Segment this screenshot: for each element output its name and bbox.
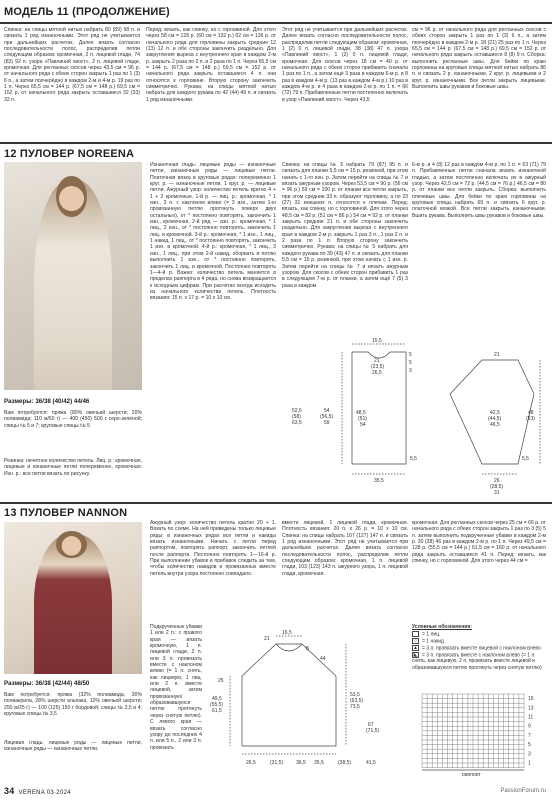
divider (0, 502, 552, 504)
dim-label: 53,5 (350, 692, 360, 698)
section-12-col-2: Изнаночная гладь: лицевые ряды — изнаночные петли, изнаночные ряды — лицевые петли. Платочная вязка в круговых рядах: попеременно 1 круг. р. — изнаночные петли, 1 круг. р. — лицевые петли. Ажурный узор: количество петель кратно 4 + 1 + 2 кромочные. 1-й р. — лиц. р.: кромочная, * 1 изн., 3 п. с наклоном влево (= 3 изн., затем 1-ю провязанную петлю протянуть поверх двух остальных), от * постоянно повторять, закончить 1 изн., кромочная. 2-й ряд — изн. р.: кромочная, * 1 лиц., 2 изн., от * постоянно повторять, закончить 1 лиц. и кромочной. 3-й р.: кромочная, * 1 изн., 1 лиц., 1 накид, 1 лиц., от * постоянно повторять, закончить 1 изн. и кромочной. 4-й р.: кромочная, * 1 лиц., 3 изн., 1 лиц., при этом 2-й накид, оборвать и петлю выполнить 1 изн., от * постоянно повторять, закончить 1 лиц. и кромочной. Постоянно повторять 1—4-й р. Важно: количество петель меняется в пределах раппорта в 4 ряда, но снова возвращается к исходным цифрам. При расчетах всегда исходить из начального количества петель. Плотность вязания: 15 п. x 17 р. = 10 x 10 см. (150, 162, 276, 302)
dim-label: 35,5 (374, 478, 384, 484)
dim-label: 48 (528, 410, 534, 416)
section-12-title: 12 ПУЛОВЕР NOREENA (4, 148, 135, 160)
section-13-col-4: кромочная. Для регланных скосов через 25 см = 66 р. от начального ряда с обеих сторон закрыть 1 раз по 3 (5) 5 п. затем выполнить подкрученные убавки в каждом 2-м р. 30 (38) 46 раз в каждом 2-м р. по 1 п. Через 49,5 см = 128 р. (55,5 см = 144 р.) 61,5 см = 160 р. от начального ряда закрыть оставшиеся 41 п. Перед: вязать, как спинку, но с горловиной. Для этого через 44 см = (412, 520, 546, 565)
dim-label: 31 (494, 490, 500, 496)
size-line: Размеры: 36/38 (42/44) 48/50 (4, 680, 90, 687)
dim-label: 26,5 (372, 370, 382, 376)
model-head (56, 176, 86, 217)
legend-title: Условные обозначения: (412, 624, 472, 630)
dim-label: 52,5 (292, 408, 302, 414)
dim-label: 59 (324, 420, 330, 426)
dim-label: 26 (494, 478, 500, 484)
knit-symbol (412, 631, 419, 637)
neckline (276, 644, 302, 651)
section-13-title: 13 ПУЛОВЕР NANNON (4, 507, 128, 519)
dim-label: (55,5) (210, 702, 224, 708)
chart-row-number: 13 (528, 705, 534, 712)
page-footer (4, 786, 71, 796)
dim-label: 21 (494, 352, 500, 358)
dim-label: (38,5) (338, 760, 352, 766)
schematic-nannon (206, 626, 392, 776)
section-11-col-3: Этот ряд не учитывается при дальнейших расчетах. Далее вязать согласно последовательности полос, распределив петли следующим образом: кромочная, 1 (2) 0 п. лицевой глади, 38 (38) 47 п. узора «Павлиний хвост», 1 (2) 0 п. лицевой глади, кромочная. Для скосов через 18 см = 40 р. от начального ряда с обеих сторон прибавить сначала 1 раз по 1 п., а затем ещё 3 раза в каждом 6-м р. и 8 раз в каждом 4-м р. (13 раз в каждом 4-м р.) 10 раз в каждом 4-м р. и 4 раза в каждом 2-м р. по 1 п. = 66 (72) 79 п. Прибавленные петли постепенно включать в узор «Павлиний хвост». Через 43,5 (282, 27, 408, 103)
dim-label: (56,5) (320, 414, 334, 420)
chart-row-number: 11 (528, 714, 534, 721)
materials-text: Вам потребуется: пряжа (32% полиамида, 30% полиакрила, 28% шерсти альпака, 10% овечьей шерсти; 250 м/25 г) — 100 (125) 150 г бордовой; спицы № 3,5 и 4; круговые спицы № 3,5 (4, 692, 142, 718)
legend (412, 624, 548, 671)
divider (0, 22, 552, 24)
dim-label: (58) (292, 414, 301, 420)
section-11-col-4: см = 96 р. от начального ряда для регланных скосов с обеих сторон закрыть 1 раз по 1 (3) 6 п., а затем поочерёдно в каждом 2-м р. 18 (21) 25 раз по 1 п. Через 65,5 см = 144 р. (67,5 см = 148 р.) 69,5 см = 152 р. от начального ряда закрыть оставшиеся 8 (8) 9 п. Сборка: выполнить регланные швы. Для бейки по краю горловины на круговые спицы мятной нитью набрать 86 п. и связать 2 р. изнаночными, 2 круг. р. лицевыми и 2 круг. р. изнаночными. Все петли закрыть лицевыми. Выполнить швы рукавов и боковые швы. (412, 27, 546, 91)
watermark: PassionForum.ru (500, 788, 546, 794)
section-13-col-3: вместе лицевой, 1 лицевой глади, кромочная. Плотность вязания: 20 п. x 26 р. = 10 x 10 см. Спинка: на спицы набрать 107 (127) 147 п. и связать 1 ряд изнаночными. Этот ряд не учитывается при дальнейших расчетах. Далее вязать согласно последовательности полос, распределив петли следующим образом: кромочная, 1 п. лицевой глади, 103 (123) 143 п. ажурного узора, 1 п. лицевой глади, кромочная. (282, 520, 408, 577)
dim-label: 73,5 (350, 704, 360, 710)
dim-label: (44,5) (488, 416, 502, 422)
chart-row-number: 5 (528, 742, 531, 749)
dim-label: 5,5 (410, 456, 417, 462)
dim-label: 41,5 (366, 760, 376, 766)
section-11-title: МОДЕЛЬ 11 (ПРОДОЛЖЕНИЕ) (4, 6, 170, 18)
dim-label: 21 (374, 358, 380, 364)
dim-label: (23,5) (371, 364, 385, 370)
page-number: 34 (4, 786, 15, 796)
dim-label: (28,5) (490, 484, 504, 490)
model-photo-nannon (4, 522, 142, 674)
chart-row-number: 15 (528, 696, 534, 703)
dim-label: 5,5 (522, 456, 529, 462)
dim-label: 61,5 (212, 708, 222, 714)
dim-label: (71,5) (366, 728, 380, 734)
dim-label: 49,5 (212, 696, 222, 702)
dim-label: 15,5 (372, 338, 382, 344)
section-13-twist: Подкрученные убавки 1 или 2 п.: с правого края — вязать кромочную, 1 п. лицевой глади, 2 п. или 3 п. провязать вместе с наклоном влево (= 1 п. снять, как лицевую, 1 лиц. или 2 п. вместе лицевой, затем провязанную/образовавшуюся петлю протянуть через снятую петлю). С левого края — вязать согласно узору до последних 4 п. или 5 п., 2 или 3 п. провязать (150, 624, 202, 751)
dim-label: 21 (264, 636, 270, 642)
chart-row-number: 3 (528, 751, 531, 758)
dim-label: 54 (324, 408, 330, 414)
section-11-col-1: Спинка: на спицы мятной нитью набрать 80 (89) 98 п. и связать 1 ряд изнаночными. Этот ряд не учитывается при дальнейших расчетах. Далее вязать согласно последовательности полос, распределив петли следующим образом: кромочная, 2 п. лицевой глади, 74 (83) 92 п. узора «Павлиний хвост», 2 п. лицевой глади, кромочная. Для регланных скосов через 43,5 см = 96 р. от начального ряда с обеих сторон закрыть 1 раз по 1 (3) 6 п., а затем поочерёдно в каждом 2-м и 4-м р. 19 раз по 1 п. Через 65,5 см = 144 р. (67,5 см = 148 р.) 69,5 см = 152 р. от начального ряда закрыть оставшиеся 32 (33) 32 п. (4, 27, 140, 103)
legend-item: = 1 лиц. (412, 631, 548, 638)
repeat-label: раппорт (462, 772, 481, 776)
dim-label: 16,5 (282, 630, 292, 636)
divider (0, 142, 552, 144)
decrease-left-symbol: ◣ (413, 651, 418, 658)
dim-label: (31,5) (270, 760, 284, 766)
dim-label: 8 (306, 646, 309, 652)
decrease-symbol: ▲ (413, 644, 418, 651)
dim-label: 42,5 (490, 410, 500, 416)
magazine-name: VERENA 03·2024 (18, 790, 71, 796)
dim-label: (51) (358, 416, 367, 422)
model-head (56, 531, 86, 558)
dim-label: 35,5 (314, 760, 324, 766)
materials-text: Вам потребуется: пряжа (80% овечьей шерсти; 20% полиамида; 110 м/50 г) — 400 (450) 500 г серо-зеленой; спицы № 5 и 7; круговые спицы № 5 (4, 410, 142, 429)
chart-row-number: 7 (528, 732, 531, 739)
section-12-col-3: Спинка: на спицы № 5 набрать 79 (87) 95 п. и связать для планки 5,5 см = 15 р. резинкой, при этом начать с 1-го изн. р. Затем перейти на спицы № 7 и вязать ажурным узором. Через 53,5 см = 90 р. (56 см = 96 р.) 59 см = 100 р. от планки все петли закрыть, при этом средние 33 п. образуют горловину, а по 23 (27) 31 внешних п. относятся к плечам. Перед: вязать, как спинку, но с горловиной. Для этого через 48,5 см = 82 р. (51 см = 86 р.) 54 см = 92 р. от планки закрыть средние 21 п. и обе стороны закончить раздельно. Для закругления выреза с внутреннего края в каждом 2-м р. закрыть 1 раз 3 п., 1 раз 2 п. и 2 раза по 1 п. Вторую сторону закончить симметрично. Рукава: на спицы № 5 набрать для каждого рукава по 39 (43) 47 п. и связать для планки 5,5 см = 15 р. резинкой, при этом начать с 1 изн. р. Затем перейти на спицы № 7 и вязать ажурным узором. Для скосов с обеих сторон прибавить 1 раз в следующем 7-м р. от планки, а затем ещё 7 (5) 3 раза в каждом (282, 162, 408, 289)
chart-grid (422, 694, 524, 768)
dim-label: 44 (320, 656, 326, 662)
stitch-text: Лицевая гладь: лицевые ряды — лицевые петли, изнаночные ряды — изнаночные петли. (4, 740, 142, 753)
yarn-over-symbol: ○ (413, 638, 418, 645)
dim-label: 48,5 (356, 410, 366, 416)
dim-label: 46,5 (490, 422, 500, 428)
legend-item: ▲ = 3 п. провязать вместе лицевой с наклоном влево (413, 644, 541, 652)
dim-label: 3 (409, 368, 412, 374)
dim-label: (53) (526, 416, 535, 422)
dim-label: (63,5) (350, 698, 364, 704)
chart-row-number: 1 (528, 760, 531, 767)
size-line: Размеры: 36/38 (40/42) 44/46 (4, 398, 90, 405)
chart-row-number: 9 (528, 723, 531, 730)
dim-label: 63,5 (292, 420, 302, 426)
legend-item: ◣ = 3 п. провязать вместе с наклоном влево (= 1 п. снять, как лицевую, 2 п. провязать вместе лицевой и образовавшуюся петлю протянуть через снятую петлю) (412, 651, 542, 671)
dim-label: 36,5 (296, 760, 306, 766)
schematic-noreena (282, 334, 548, 500)
dim-label: 5 (409, 352, 412, 358)
section-11-col-2: Перед: вязать, как спинку, но с горловиной. Для этого через 58 см = 128 р. (60 см = 132 р.) 62 см = 136 р. от начального ряда для горловины закрыть средние 12 (13) 12 п. и обе стороны закончить раздельно. Для закругления выреза с внутреннего края в каждом 2-м р. закрыть 2 раза по 2 п. и 2 раза по 1 п. Через 65,5 см = 144 р. (67,5 см = 148 р.) 69,5 см = 152 р. от начального ряда закрыть оставшиеся 4 п. они относятся к горловине. Вторую сторону закончить симметрично. Рукава: на спицы мятной нитью набрать для каждого рукава по 42 (44) 49 п. и связать 1 ряд изнаночными. (146, 27, 276, 103)
rib-text: Резинка: нечетное количество петель. Лиц. р.: кромочная, лицевые и изнаночные петли попеременно, кромочная. Изн. р.: все петли вязать по рисунку. (4, 458, 142, 477)
dim-label: 25 (218, 678, 224, 684)
knitting-chart (412, 692, 548, 776)
dim-label: 5 (409, 360, 412, 366)
dim-label: 67 (368, 722, 374, 728)
section-12-col-4: 6-м р. и 4 (8) 12 раз в каждом 4-м р. по 1 п. = 63 (71) 79 п. Прибавленные петли сначала вязать изнаночной гладью, а затем постепенно включать их в ажурный узор. Через 42,5 см = 72 р. (44,5 см = 76 р.) 46,5 см = 80 р. от планки все петли закрыть. Сборка: выполнить плечевые швы. Для бейки по краю горловины на круговые спицы набрать 69 п. и связать 6 круг. р. платочной вязкой. Все петли закрыть изнаночными. Вшить рукава. Выполнить швы рукавов и боковые швы. (412, 162, 546, 219)
model-photo-noreena (4, 162, 142, 390)
legend-item: ○ = 1 накид (413, 638, 444, 645)
dim-label: 54 (360, 422, 366, 428)
section-13-col-2: Ажурный узор: количество петель кратно 20 + 1. Вязать по схеме. На ней приведены только лицевые ряды; в изнаночных рядах все петли и накиды вязать изнаночными. Начать с петли перед раппортом, повторять раппорт, закончить петлей после раппорта. Постоянно повторять 1—16-й р. При выполнении убавок и прибавок следить за тем, чтобы количество накидов и провязанных вместе петель внутри узора постоянно совпадало. (150, 520, 276, 577)
dim-label: 26,5 (246, 760, 256, 766)
